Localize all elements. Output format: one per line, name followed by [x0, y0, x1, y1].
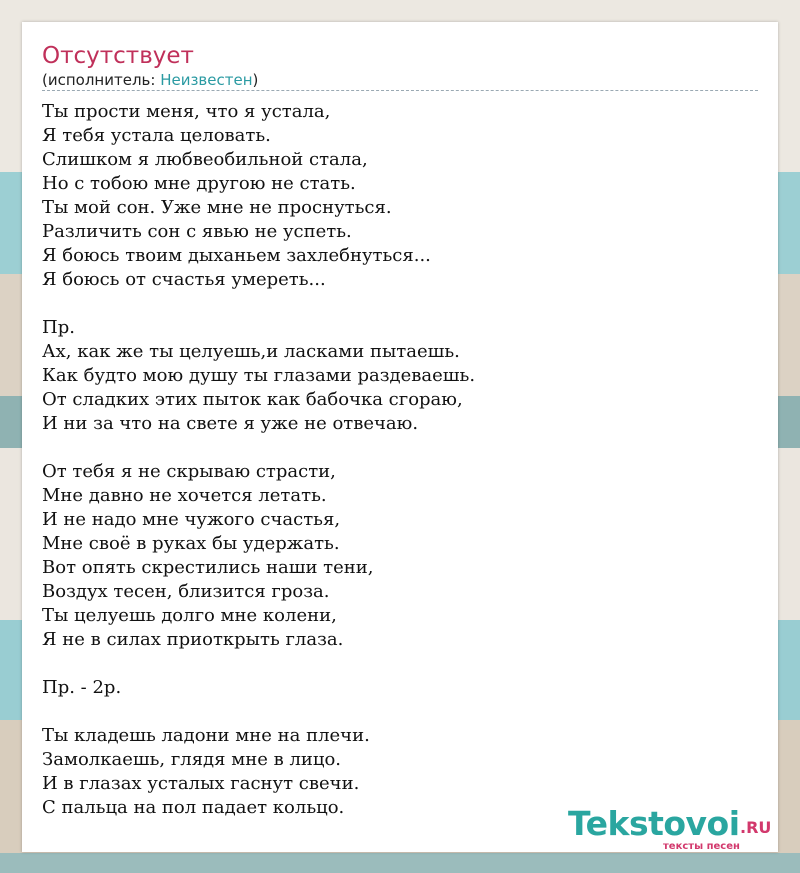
lyric-line: Различить сон с явью не успеть. — [42, 221, 352, 242]
performer-link[interactable]: Неизвестен — [160, 71, 253, 89]
lyric-line: Я боюсь от счастья умереть... — [42, 269, 326, 290]
performer-prefix: (исполнитель: — [42, 71, 161, 89]
logo-tagline: тексты песен — [663, 841, 740, 852]
lyric-line: Пр. - 2р. — [42, 677, 122, 698]
lyric-line: Я не в силах приоткрыть глаза. — [42, 629, 344, 650]
lyric-line: Ты прости меня, что я устала, — [42, 101, 331, 122]
lyric-line: Воздух тесен, близится гроза. — [42, 581, 330, 602]
lyric-line: Мне давно не хочется летать. — [42, 485, 327, 506]
lyric-line: И ни за что на свете я уже не отвечаю. — [42, 413, 419, 434]
lyric-line: И в глазах усталых гаснут свечи. — [42, 773, 360, 794]
lyric-line: Ты кладешь ладони мне на плечи. — [42, 725, 370, 746]
site-logo[interactable] — [568, 805, 778, 855]
lyric-line: Ах, как же ты целуешь,и ласками пытаешь. — [42, 341, 460, 362]
lyric-line: Ты целуешь долго мне колени, — [42, 605, 337, 626]
song-title: Отсутствует — [42, 43, 194, 69]
stanza-break — [42, 700, 758, 724]
stanza-break — [42, 652, 758, 676]
lyric-line: Замолкаешь, глядя мне в лицо. — [42, 749, 342, 770]
lyric-line: Вот опять скрестились наши тени, — [42, 557, 374, 578]
lyric-line: Ты мой сон. Уже мне не проснуться. — [42, 197, 392, 218]
lyric-line: С пальца на пол падает кольцо. — [42, 797, 345, 818]
stanza-break — [42, 436, 758, 460]
lyric-line: И не надо мне чужого счастья, — [42, 509, 341, 530]
performer-suffix: ) — [252, 71, 259, 89]
lyric-line: Я тебя устала целовать. — [42, 125, 271, 146]
logo-domain: .RU — [740, 818, 772, 837]
background-stripe — [0, 853, 800, 873]
stanza-break — [42, 292, 758, 316]
lyrics-text — [42, 100, 758, 820]
lyric-line: Слишком я любвеобильной стала, — [42, 149, 368, 170]
lyric-line: От сладких этих пыток как бабочка сгораю, — [42, 389, 463, 410]
performer-line — [42, 70, 258, 90]
lyric-line: Как будто мою душу ты глазами раздеваешь. — [42, 365, 476, 386]
logo-wordmark: Tekstovoi — [568, 804, 740, 843]
title-divider — [42, 90, 758, 91]
lyric-line: Пр. — [42, 317, 75, 338]
lyric-line: От тебя я не скрываю страсти, — [42, 461, 336, 482]
lyrics-card — [22, 22, 778, 852]
lyric-line: Но с тобою мне другою не стать. — [42, 173, 356, 194]
lyric-line: Я боюсь твоим дыханьем захлебнуться... — [42, 245, 431, 266]
lyric-line: Мне своё в руках бы удержать. — [42, 533, 340, 554]
